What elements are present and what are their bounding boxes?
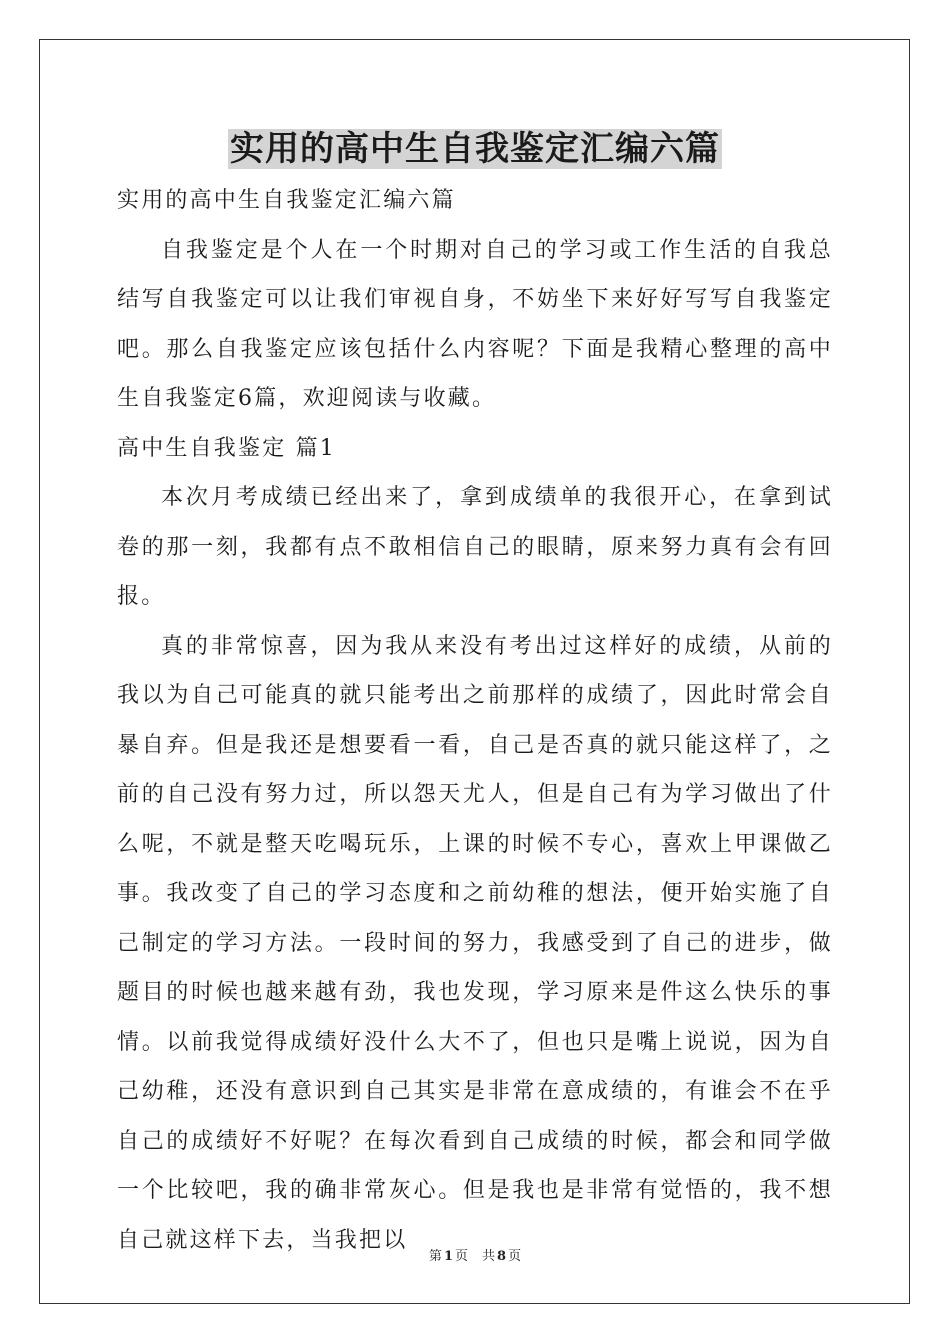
document-title-text: 实用的高中生自我鉴定汇编六篇 xyxy=(230,129,720,169)
document-body xyxy=(117,176,833,1265)
page-number: 1 xyxy=(443,1249,453,1264)
total-prefix: 共 xyxy=(482,1249,496,1264)
page-footer xyxy=(0,1248,950,1266)
page-suffix: 页 xyxy=(454,1249,468,1264)
paragraph-body: 本次月考成绩已经出来了，拿到成绩单的我很开心，在拿到试卷的那一刻，我都有点不敢相信自己的眼睛，原来努力真有会有回报。 xyxy=(117,485,833,609)
paragraph-intro: 自我鉴定是个人在一个时期对自己的学习或工作生活的自我总结写自我鉴定可以让我们审视自身，不妨坐下来好好写写自我鉴定吧。那么自我鉴定应该包括什么内容呢？下面是我精心整理的高中生自我鉴定6篇，欢迎阅读与收藏。 xyxy=(117,237,833,411)
total-suffix: 页 xyxy=(508,1249,522,1264)
page-total: 8 xyxy=(497,1249,507,1264)
document-title xyxy=(0,124,950,174)
paragraph-body: 真的非常惊喜，因为我从来没有考出过这样好的成绩，从前的我以为自己可能真的就只能考出之前那样的成绩了，因此时常会自暴自弃。但是我还是想要看一看，自己是否真的就只能这样了，之前的自己没有努力过，所以怨天尤人，但是自己有为学习做出了什么呢，不就是整天吃喝玩乐，上课的时候不专心，喜欢上甲课做乙事。我改变了自己的学习态度和之前幼稚的想法，便开始实施了自己制定的学习方法。一段时间的努力，我感受到了自己的进步，做题目的时候也越来越有劲，我也发现，学习原来是件这么快乐的事情。以前我觉得成绩好没什么大不了，但也只是嘴上说说，因为自己幼稚，还没有意识到自己其实是非常在意成绩的，有谁会不在乎自己的成绩好不好呢？在每次看到自己成绩的时候，都会和同学做一个比较吧，我的确非常灰心。但是我也是非常有觉悟的，我不想自己就这样下去，当我把以 xyxy=(117,633,833,1253)
paragraph-subtitle: 实用的高中生自我鉴定汇编六篇 xyxy=(117,188,456,213)
section-heading: 高中生自我鉴定 篇1 xyxy=(117,435,336,461)
page-prefix: 第 xyxy=(428,1249,442,1264)
